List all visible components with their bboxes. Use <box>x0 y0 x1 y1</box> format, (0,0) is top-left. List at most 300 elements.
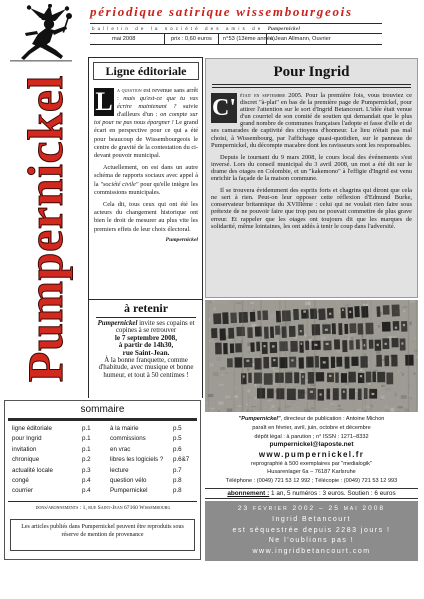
graffiti-stroke <box>293 309 299 320</box>
graffiti-stroke <box>360 356 367 368</box>
wall-texture <box>396 411 400 412</box>
wall-streak <box>365 300 366 412</box>
editorial-lead: a question <box>117 87 142 94</box>
wall-streak <box>408 300 409 412</box>
contents-item-label: pour Ingrid <box>12 435 42 443</box>
graffiti-stroke <box>318 308 325 320</box>
graffiti-stroke <box>271 357 278 367</box>
graffiti-stroke <box>329 313 331 315</box>
colophon-website: www.pumpernickel.fr <box>258 450 365 460</box>
wall-texture <box>286 371 288 373</box>
graffiti-stroke <box>377 344 379 346</box>
wall-texture <box>210 301 212 304</box>
wall-texture <box>267 400 272 402</box>
graffiti-stroke <box>239 312 248 323</box>
ingrid-article-body <box>211 92 412 296</box>
graffiti-stroke <box>372 393 375 395</box>
wall-texture <box>292 313 293 315</box>
wall-texture <box>400 371 403 372</box>
graffiti-stroke <box>285 372 292 383</box>
contents-item-label: à la mairie <box>110 425 139 432</box>
graffiti-stroke <box>310 308 317 319</box>
graffiti-stroke <box>341 389 346 400</box>
graffiti-stroke <box>236 327 245 337</box>
contents-item-label: en vrac <box>110 445 131 453</box>
graffiti-stroke <box>332 323 336 334</box>
wall-texture <box>333 401 337 405</box>
editorial-quote: on compte sur toi pour ne pas nous épargner ! <box>94 111 198 127</box>
colophon-brand: "Pumpernickel" <box>238 416 281 422</box>
masthead-title: Pumpernickel <box>17 75 73 383</box>
wall-texture <box>236 399 238 400</box>
ingrid-article-title: Pour Ingrid <box>273 64 350 80</box>
wall-texture <box>247 389 249 392</box>
contents-item-label: libres les logiciels ? <box>110 456 164 464</box>
wall-streak <box>260 300 262 412</box>
contents-item-page: p.1 <box>82 445 91 453</box>
graffiti-stroke <box>228 328 234 339</box>
ingrid-lead: était en septembre 2005. <box>240 92 303 99</box>
wall-texture <box>385 388 391 391</box>
editorial-text: suivie d'ailleurs d'un : <box>117 103 198 119</box>
graffiti-stroke <box>246 360 249 362</box>
wall-texture <box>337 301 339 303</box>
graffiti-stroke <box>270 342 278 353</box>
contents-item-page: p.4 <box>82 477 91 484</box>
wall-texture <box>236 324 238 327</box>
graffiti-stroke <box>262 342 268 354</box>
issue-number: n°53 (13ème année) <box>223 35 275 42</box>
graffiti-stroke <box>361 306 368 318</box>
graffiti-stroke <box>299 357 304 368</box>
wall-texture <box>391 408 395 412</box>
graffiti-stroke <box>264 373 273 385</box>
graffiti-stroke <box>392 304 400 316</box>
graffiti-stroke <box>264 327 269 339</box>
contents-item-page: p.8 <box>173 477 182 484</box>
wall-texture <box>213 372 219 376</box>
wall-texture <box>317 410 319 412</box>
wall-texture <box>225 372 229 373</box>
header-rule <box>90 44 382 45</box>
wall-texture <box>266 411 271 413</box>
issue-date: mai 2008 <box>112 35 136 42</box>
colophon-publisher: , directeur de publication : Antoine Michon <box>280 416 385 422</box>
wall-texture <box>374 335 377 338</box>
wall-streak <box>314 300 316 412</box>
contents-item-page: p.8 <box>173 487 182 495</box>
wall-texture <box>291 408 295 411</box>
title-rule <box>212 84 411 85</box>
ingrid-paragraph: Depuis le tournant du 9 mars 2008, le cours local des événements s'est inversé. Lors du conseil municipal du 3 avril 2008, un mot a été dit sur le drame des otages en Colombie, et un "kakemono" à l'effigie d'Ingrid est venu enrichir la façade de la maison commune. <box>211 153 412 183</box>
editorial-quote: mais qu'est-ce que tu vas écrire maintenant ? <box>117 95 198 111</box>
wall-texture <box>236 302 241 304</box>
wall-streak <box>242 300 244 412</box>
wall-texture <box>223 302 226 304</box>
graffiti-stroke <box>336 357 342 367</box>
wall-texture <box>219 302 220 303</box>
wall-texture <box>297 411 299 412</box>
editorial-text: est revenue sans arrêt : <box>117 87 198 103</box>
contents-item-page: p.5 <box>173 425 182 432</box>
editorial-title: Ligne éditoriale <box>93 62 199 80</box>
wall-texture <box>286 406 292 407</box>
subscription-text: 1 an, 5 numéros : 3 euros. Soutien : 6 euros <box>269 490 396 497</box>
editorial-signature: Pumpernickel <box>165 236 198 243</box>
wall-texture <box>414 338 417 340</box>
graffiti-stroke <box>349 323 356 333</box>
subtitle-brand: Pumpernickel <box>267 26 301 32</box>
graffiti-stroke <box>272 345 275 347</box>
wall-texture <box>350 353 352 356</box>
graffiti-stroke <box>287 389 296 400</box>
wall-texture <box>353 334 359 338</box>
graffiti-stroke <box>349 340 353 350</box>
editorial-body <box>94 87 198 297</box>
info-separator <box>266 33 267 44</box>
wall-texture <box>390 350 391 352</box>
wall-texture <box>311 407 314 409</box>
editorial-paragraph <box>94 164 198 196</box>
jester-icon <box>6 4 78 62</box>
contents-rule <box>8 501 197 502</box>
contents-title: sommaire <box>80 404 125 415</box>
graffiti-stroke <box>326 343 329 345</box>
wall-texture <box>351 406 355 408</box>
wall-streak <box>234 300 236 412</box>
ingrid-dropcap: C' <box>212 95 236 121</box>
ingrid-countdown-box <box>205 501 418 561</box>
invitation-date: le 7 septembre 2008, <box>114 333 178 342</box>
wall-texture <box>237 409 238 412</box>
colophon-printing: reprographié à 500 exemplaires par "medialogik" <box>251 460 372 467</box>
wall-texture <box>288 349 289 351</box>
subscription-label: abonnement : <box>227 490 270 497</box>
graffiti-stroke <box>384 343 386 345</box>
captivity-dates: 23 février 2002 – 25 mai 2008 <box>237 505 386 512</box>
wall-texture <box>251 410 254 412</box>
invitation-brand: Pumpernickel <box>97 320 138 327</box>
contents-item-page: p.6&7 <box>173 456 190 464</box>
wall-texture <box>351 337 354 340</box>
graffiti-stroke <box>235 357 243 367</box>
header-rule <box>90 33 382 34</box>
graffiti-stroke <box>395 327 397 329</box>
wall-texture <box>348 301 349 305</box>
graffiti-stroke <box>267 389 274 399</box>
wall-texture <box>413 372 417 373</box>
wall-texture <box>351 410 353 413</box>
graffiti-stroke <box>349 388 355 399</box>
graffiti-stroke <box>223 343 228 354</box>
wall-texture <box>358 404 359 407</box>
postal-address: dons/abonnements : 1, rue Saint-Jean 67160 Wissembourg <box>35 505 171 511</box>
graffiti-stroke <box>372 372 376 383</box>
invitation-place: rue Saint-Jean. <box>122 348 170 357</box>
wall-texture <box>211 408 214 410</box>
wall-texture <box>329 356 331 359</box>
wall-texture <box>323 302 324 303</box>
wall-texture <box>411 407 413 409</box>
solidarity-slogan: Ne l'oublions pas ! <box>268 537 355 545</box>
graffiti-stroke <box>262 310 268 320</box>
graffiti-stroke <box>289 326 296 337</box>
wall-texture <box>378 325 380 328</box>
wall-streak <box>371 300 372 412</box>
graffiti-stroke <box>335 372 339 382</box>
wall-texture <box>347 338 350 341</box>
graffiti-stroke <box>282 310 291 321</box>
wall-texture <box>327 351 333 352</box>
contents-item-label: actualité locale <box>12 466 53 474</box>
colophon-schedule: paraît en février, avril, juin, octobre et décembre <box>252 424 371 431</box>
contents-item-page: p.6 <box>173 445 182 453</box>
graffiti-stroke <box>331 357 335 368</box>
wall-texture <box>382 316 384 318</box>
wall-texture <box>325 404 326 406</box>
contents-item-label: question vélo <box>110 477 147 484</box>
wall-texture <box>330 403 332 405</box>
graffiti-stroke <box>376 355 382 367</box>
graffiti-stroke <box>334 339 340 349</box>
masthead <box>4 60 86 398</box>
ingrid-website: www.ingridbetancourt.com <box>252 548 371 556</box>
wall-texture <box>300 371 304 372</box>
colophon-printer-address: Husarenlager 6a – 76187 Karlsruhe <box>267 469 356 476</box>
contents-item-label: commissions <box>110 435 146 443</box>
info-separator <box>164 33 165 44</box>
subtitle <box>92 26 300 32</box>
graffiti-stroke <box>356 339 360 349</box>
wall-texture <box>270 314 275 317</box>
graffiti-stroke <box>273 359 275 361</box>
wall-texture <box>321 336 326 339</box>
wall-streak <box>248 300 249 412</box>
wall-texture <box>264 407 265 408</box>
contents-item-page: p.4 <box>82 487 91 495</box>
section-rule <box>96 317 196 318</box>
graffiti-stroke <box>360 375 362 377</box>
header-rule <box>90 23 382 24</box>
wall-texture <box>381 396 385 399</box>
wall-texture <box>305 302 310 305</box>
wall-texture <box>403 306 408 308</box>
graffiti-stroke <box>333 388 339 400</box>
graffiti-stroke <box>227 358 233 367</box>
graffiti-stroke <box>303 310 306 312</box>
wall-streak <box>416 300 417 412</box>
colophon-phone: Téléphone : (0049) 721 53 12 992 ; Télécopie : (0049) 721 53 12 993 <box>225 478 398 485</box>
title-rule <box>212 87 411 88</box>
wall-texture <box>401 395 407 398</box>
wall-texture <box>255 384 257 387</box>
wall-texture <box>218 401 224 405</box>
colophon-publisher-line <box>205 415 418 424</box>
wall-streak <box>279 300 281 412</box>
info-separator <box>218 33 219 44</box>
wall-texture <box>391 399 392 401</box>
subscription-line <box>205 488 418 499</box>
graffiti-stroke <box>376 306 380 317</box>
wall-texture <box>363 354 366 356</box>
graffiti-stroke <box>310 391 313 393</box>
wall-streak <box>208 300 209 412</box>
graffiti-stroke <box>301 343 303 345</box>
wall-texture <box>414 350 418 352</box>
contents-item-label: Pumpernickel <box>110 487 148 495</box>
ingrid-paragraph <box>211 92 412 149</box>
graffiti-stroke <box>364 344 366 346</box>
graffiti-stroke <box>403 324 405 326</box>
graffiti-stroke <box>393 321 400 331</box>
colophon <box>205 415 418 486</box>
graffiti-stroke <box>401 321 407 332</box>
wall-streak <box>363 300 364 412</box>
editorial-paragraph <box>94 87 198 160</box>
wall-texture <box>418 327 419 329</box>
graffiti-stroke <box>358 389 362 400</box>
graffiti-stroke <box>391 355 397 367</box>
wall-texture <box>353 409 356 412</box>
colophon-legal: dépôt légal : à parution ; n° ISSN : 1271–8332 <box>254 433 369 440</box>
graffiti-stroke <box>263 357 269 368</box>
contents-item-label: lecture <box>110 466 129 474</box>
wall-texture <box>383 411 386 412</box>
graffiti-stroke <box>351 357 358 366</box>
wall-texture <box>337 349 342 353</box>
graffiti-stroke <box>323 341 331 351</box>
reprint-notice: Les articles publiés dans Pumpernickel peuvent être reproduits sous réserve de mention de provenance <box>10 519 195 551</box>
graffiti-stroke <box>294 372 299 383</box>
wall-texture <box>210 348 213 349</box>
graffiti-stroke <box>256 342 260 352</box>
issue-price: prix : 0,60 euros <box>171 35 212 42</box>
wall-texture <box>271 405 274 408</box>
graffiti-stroke <box>377 372 385 382</box>
wall-texture <box>381 338 382 340</box>
graffiti-stroke <box>345 357 350 369</box>
wall-texture <box>225 405 227 407</box>
invitation-outro: À la bonne franquette, comme d'habitude, avec musique et bonne humeur, et tout à 50 centimes ! <box>98 357 194 379</box>
wall-texture <box>398 333 400 335</box>
graffiti-stroke <box>222 312 229 324</box>
invitation-body <box>93 320 199 398</box>
issue-dedication: à Jean Allmann, Ouvrier <box>270 35 331 42</box>
wall-texture <box>290 352 291 354</box>
graffiti-stroke <box>327 373 334 382</box>
graffiti-stroke <box>349 311 351 313</box>
graffiti-stroke <box>312 324 321 335</box>
column-rule <box>88 57 202 58</box>
graffiti-stroke <box>342 309 344 311</box>
graffiti-stroke <box>384 355 389 366</box>
graffiti-stroke <box>298 389 305 398</box>
contents-rule <box>8 418 197 421</box>
wall-texture <box>384 406 388 409</box>
hostage-name: Ingrid Betancourt <box>272 515 351 523</box>
graffiti-stroke <box>220 328 226 340</box>
graffiti-stroke <box>342 340 347 352</box>
graffiti-stroke <box>316 372 324 381</box>
wall-streak <box>307 300 308 412</box>
graffiti-stroke <box>289 357 296 368</box>
graffiti-stroke <box>235 343 242 352</box>
graffiti-stroke <box>341 373 347 383</box>
colophon-email: pumpernickel@laposte.net <box>269 441 354 449</box>
graffiti-stroke <box>250 342 254 352</box>
graffiti-stroke <box>320 393 322 395</box>
ingrid-paragraph: Il se trouvera évidemment des esprits forts et chagrins qui diront que cela ne sert à rien. Peut-on leur opposer cette réflexion d'Edmund Burke, conservateur britannique du XVIIIème : celui qui ne voulait rien faire sous prétexte de ne pouvoir faire que trop peu ne pouvait commettre de plus grave erreur. Et rappeler que les otages ont toujours dit que les marques de solidarité, même lointaines, les ont aidés à tenir le coup dans l'adversité. <box>211 187 412 230</box>
graffiti-stroke <box>325 329 328 331</box>
wall-texture <box>251 406 256 407</box>
wall-texture <box>324 408 328 409</box>
wall-texture <box>409 322 411 326</box>
wall-texture <box>216 357 221 361</box>
wall-texture <box>381 392 383 393</box>
graffiti-stroke <box>383 305 390 315</box>
graffiti-stroke <box>300 330 302 332</box>
graffiti-stroke <box>308 372 314 384</box>
wall-texture <box>355 390 359 392</box>
invitation-title: à retenir <box>123 301 169 315</box>
wall-texture <box>291 401 294 404</box>
wall-texture <box>305 334 307 336</box>
contents-item-page: p.5 <box>173 435 182 443</box>
wall-texture <box>410 300 415 303</box>
wall-texture <box>224 408 229 409</box>
graffiti-stroke <box>302 376 304 378</box>
wall-texture <box>324 391 326 394</box>
graffiti-stroke <box>281 326 286 338</box>
graffiti-stroke <box>344 324 348 334</box>
graffiti-stroke <box>250 312 256 322</box>
graffiti-stroke <box>405 355 413 366</box>
graffiti-stroke <box>327 389 331 400</box>
wall-texture <box>214 338 218 339</box>
graffiti-stroke <box>354 306 359 317</box>
graffiti-stroke <box>270 327 274 339</box>
contents-item-label: chronique <box>12 456 40 464</box>
wall-texture <box>417 409 418 412</box>
wall-texture <box>376 351 380 354</box>
contents-item-label: congé <box>12 477 29 484</box>
wall-texture <box>227 398 232 401</box>
invitation-time: à partir de 14h30, <box>118 341 174 350</box>
contents-item-label: courrier <box>12 487 33 495</box>
graffiti-stroke <box>290 341 297 352</box>
section-rule <box>88 299 202 300</box>
editorial-text: Le grand écart en perspective pour ce qui a été pour beaucoup de Wissembourgeois le centre de gravité de la contestation du ci-devant pouvoir municipal. <box>94 119 198 159</box>
graffiti-stroke <box>329 375 331 377</box>
wall-texture <box>381 385 385 387</box>
wall-texture <box>252 324 257 327</box>
subtitle-text: bulletin de la société des amis de <box>92 25 264 31</box>
wall-texture <box>298 407 299 409</box>
wall-texture <box>386 370 387 372</box>
wall-texture <box>213 309 216 313</box>
editorial-dropcap: L <box>95 87 113 116</box>
tagline: périodique satirique wissembourgeois <box>90 4 353 19</box>
graffiti-stroke <box>323 361 326 363</box>
wall-texture <box>295 386 301 388</box>
wall-texture <box>403 356 405 358</box>
wall-texture <box>337 409 342 410</box>
wall-texture <box>220 367 225 370</box>
column-rule <box>88 57 89 398</box>
graffiti-stroke <box>215 343 222 355</box>
wall-texture <box>403 310 405 312</box>
wall-texture <box>267 355 269 357</box>
